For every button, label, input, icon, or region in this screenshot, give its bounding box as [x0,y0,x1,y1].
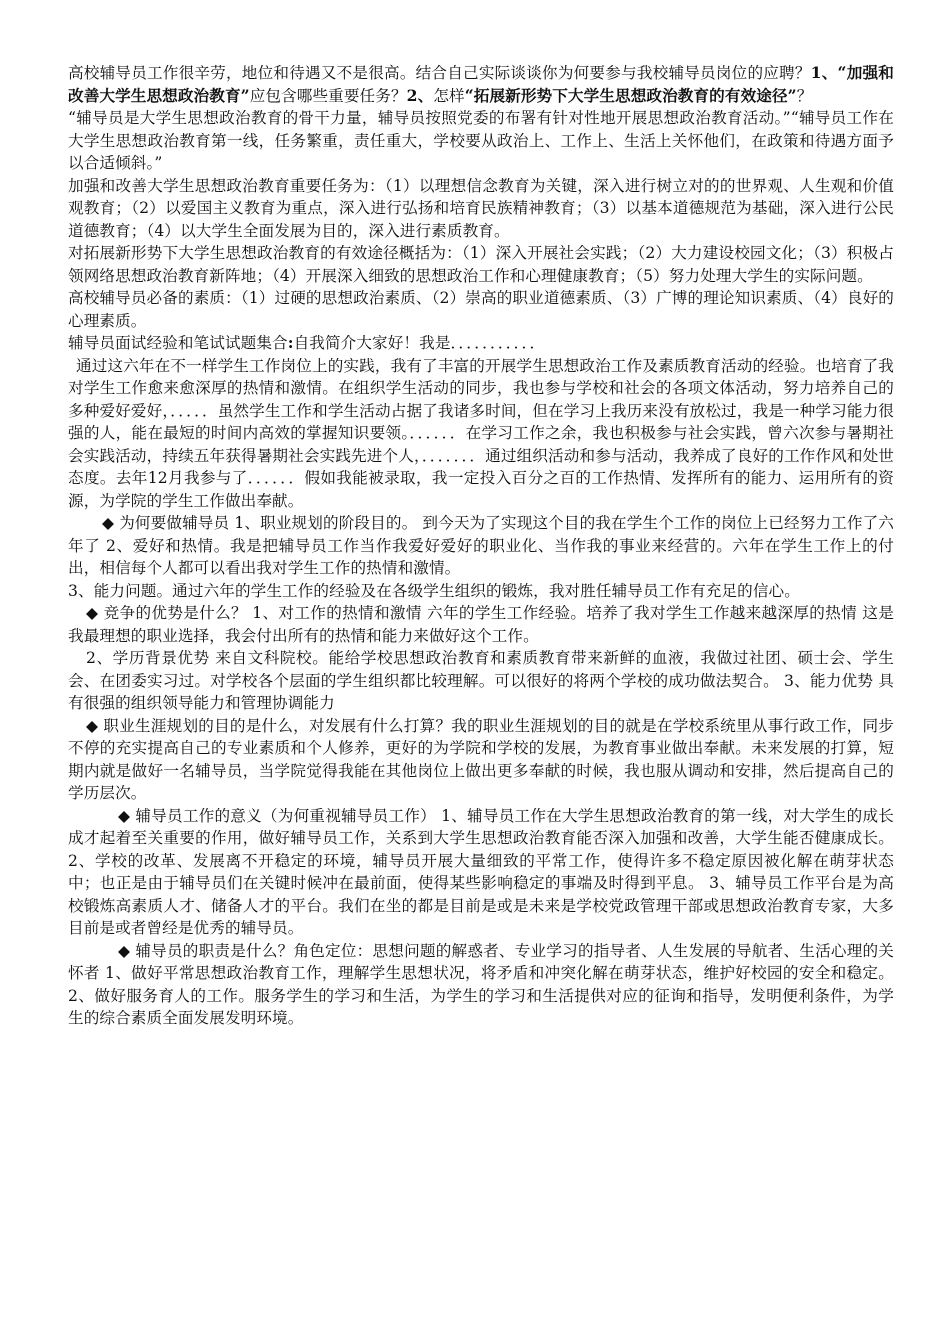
document-page [68,62,894,1030]
question-text: ？ [796,86,813,105]
question-text: 应包含哪些重要任务？ [249,86,407,105]
paragraph-significance: ◆ 辅导员工作的意义（为何重视辅导员工作） 1、辅导员工作在大学生思想政治教育的第一线，对大学生的成长成才起着至关重要的作用，做好辅导员工作，关系到大学生思想政治教育能否深入加强和改善，大学生能否健康成长。 2、学校的改革、发展离不开稳定的环境，辅导员开展大量细致的平常工作，使得许多不稳定原因被化解在萌芽状态中；也正是由于辅导员们在关键时候冲在最前面，使得某些影响稳定的事端及时得到平息。 3、辅导员工作平台是为高校锻炼高素质人才、储备人才的平台。我们在坐的都是目前是或是未来是学校党政管理干部或思想政治教育专家，大多目前是或者曾经是优秀的辅导员。 [68,806,894,937]
paragraph-why-counselor: ◆ 为何要做辅导员 1、职业规划的阶段目的。 到今天为了实现这个目的我在学生个工作的岗位上已经努力工作了六年了 2、爱好和热情。我是把辅导员工作当作我爱好爱好的职业化、当作我的事业来经营的。六年在学生工作上的付出，相信每个人都可以看出我对学生工作的热情和激情。 [68,514,894,577]
question-number: 1、 [810,63,838,82]
question-text: 怎样 [433,86,465,105]
paragraph-self-intro: 通过这六年在不一样学生工作岗位上的实践，我有了丰富的开展学生思想政治工作及素质教育活动的经验。也培育了我对学生工作愈来愈深厚的热情和激情。在组织学生活动的同步，我也参与学校和社会的各项文体活动，努力培养自己的多种爱好爱好，．．．．．虽然学生工作和学生活动占据了我诸多时间，但在学习上我历来没有放松过，我是一种学习能力很强的人，能在最短的时间内高效的掌握知识要领。．．．．．．在学习工作之余，我也积极参与社会实践，曾六次参与暑期社会实践活动，持续五年获得暑期社会实践先进个人，．．．．．．．通过组织活动和参与活动，我养成了良好的工作作风和处世态度。去年12月我参与了．．．．．．假如我能被录取，我一定投入百分之百的工作热情、发挥所有的能力、运用所有的资源，为学院的学生工作做出奉献。 [68,356,894,510]
paragraph-advantages: ◆ 竞争的优势是什么？ 1、对工作的热情和激情 六年的学生工作经验。培养了我对学生工作越来越深厚的热情 这是我最理想的职业选择，我会付出所有的热情和能力来做好这个工作。 [68,604,894,645]
question-text: 高校辅导员工作很辛劳，地位和待遇又不是很高。结合自己实际谈谈你为何要参与我校辅导员岗位的应聘？ [68,64,811,82]
paragraph-quote: “辅导员是大学生思想政治教育的骨干力量，辅导员按照党委的布署有针对性地开展思想政治教育活动。”“辅导员工作在大学生思想政治教育第一线，任务繁重，责任重大，学校要从政治上、工作上、生活上关怀他们，在政策和待遇方面予以合适倾斜。” [68,109,894,172]
paragraph-education-background: 2、学历背景优势 来自文科院校。能给学校思想政治教育和素质教育带来新鲜的血液，我做过社团、硕士会、学生会、在团委实习过。对学校各个层面的学生组织都比较理解。可以很好的将两个学校的成功做法契合。 3、能力优势 具有很强的组织领导能力和管理协调能力 [68,649,894,712]
paragraph-approaches: 对拓展新形势下大学生思想政治教育的有效途径概括为：（1）深入开展社会实践；（2）大力建设校园文化；（3）积极占领网络思想政治教育新阵地；（4）开展深入细致的思想政治工作和心理健康教育；（5）努力处理大学生的实际问题。 [68,244,894,285]
heading-text: 辅导员面试经验和笔试试题集合 [68,334,288,352]
section-heading-interview [68,332,894,355]
question-quote: “加强和改善大学生思想政治教育” [68,63,894,105]
interview-question [68,62,894,107]
paragraph-qualities: 高校辅导员必备的素质：（1）过硬的思想政治素质、（2）崇高的职业道德素质、（3）广博的理论知识素质、（4）良好的心理素质。 [68,289,894,330]
question-number: 2、 [406,85,434,105]
paragraph-career-plan: ◆ 职业生涯规划的目的是什么，对发展有什么打算？我的职业生涯规划的目的就是在学校系统里从事行政工作，同步不停的充实提高自己的专业素质和个人修养，更好的为学院和学校的发展，为教育事业做出奉献。未来发展的打算，短期内就是做好一名辅导员，当学院觉得我能在其他岗位上做出更多奉献的时候，我也服从调动和安排，然后提高自己的学历层次。 [68,716,894,802]
paragraph-ability: 3、能力问题。通过六年的学生工作的经验及在各级学生组织的锻炼，我对胜任辅导员工作有充足的信心。 [68,581,800,600]
heading-colon: : [287,333,294,352]
heading-text: 自我简介大家好！我是．．．．．．．．．．． [293,334,546,352]
paragraph-duties: ◆ 辅导员的职责是什么？角色定位：思想问题的解惑者、专业学习的指导者、人生发展的导航者、生活心理的关怀者 1、做好平常思想政治教育工作，理解学生思想状况，将矛盾和冲突化解在萌芽状态，维护好校园的安全和稳定。 2、做好服务育人的工作。服务学生的学习和生活，为学生的学习和生活提供对应的征询和指导，发明便利条件，为学生的综合素质全面发展发明环境。 [68,941,894,1027]
question-quote: “拓展新形势下大学生思想政治教育的有效途径” [464,85,797,105]
paragraph-tasks: 加强和改善大学生思想政治教育重要任务为：（1）以理想信念教育为关键，深入进行树立对的的世界观、人生观和价值观教育；（2）以爱国主义教育为重点，深入进行弘扬和培育民族精神教育；（3）以基本道德规范为基础，深入进行公民道德教育；（4）以大学生全面发展为目的，深入进行素质教育。 [68,176,894,240]
